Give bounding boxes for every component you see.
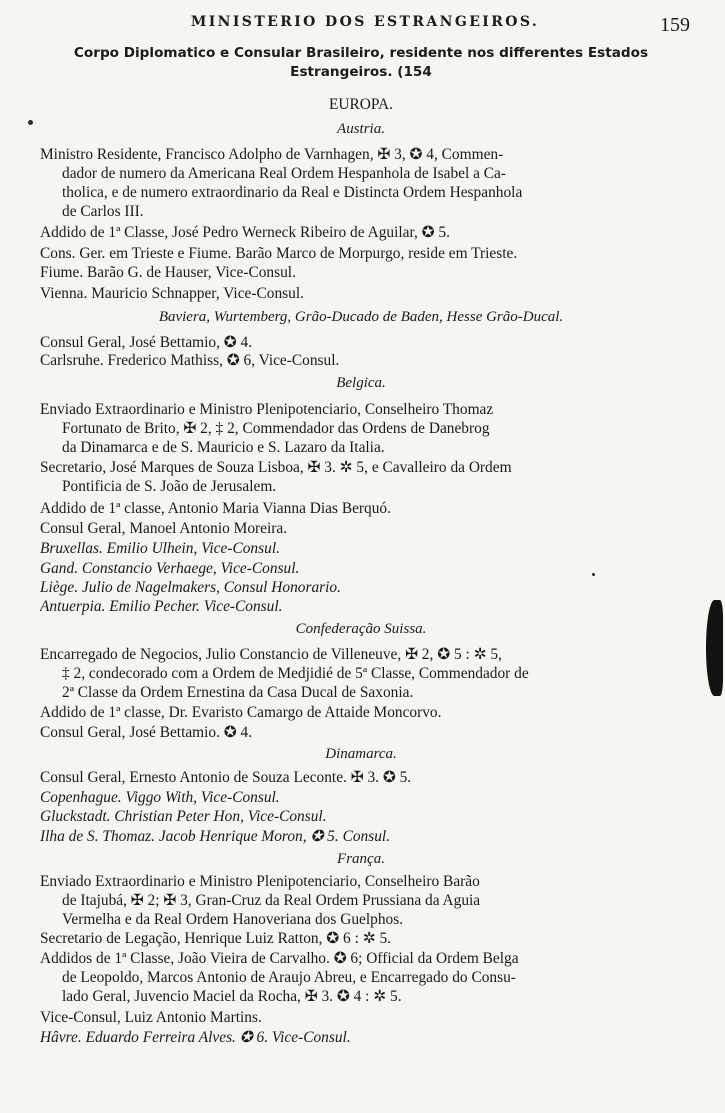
entry-line: Secretario de Legação, Henrique Luiz Ratton, ✪ 6 : ✲ 5. (40, 930, 392, 947)
entry-line: Encarregado de Negocios, Julio Constancio de Villeneuve, ✠ 2, ✪ 5 : ✲ 5, (40, 646, 502, 663)
entry-line: Addidos de 1ª Classe, João Vieira de Carvalho. ✪ 6; Official da Ordem Belga (40, 950, 519, 967)
running-header: MINISTERIO DOS ESTRANGEIROS. (190, 14, 540, 30)
entry-line: Gluckstadt. Christian Peter Hon, Vice-Consul. (40, 808, 327, 825)
subtitle-line-1: Corpo Diplomatico e Consular Brasileiro, residente nos differentes Estados (73, 45, 649, 61)
entry-line: Vermelha e da Real Ordem Hanoveriana dos Guelphos. (62, 911, 404, 928)
entry-line: Addido de 1ª classe, Antonio Maria Vianna Dias Berquó. (40, 500, 391, 517)
entry-line: Vice-Consul, Luiz Antonio Martins. (40, 1009, 262, 1026)
entry-line: tholica, e de numero extraordinario da Real e Distincta Ordem Hespanhola (62, 184, 523, 201)
entry-line: Consul Geral, José Bettamio, ✪ 4. (40, 334, 253, 351)
ink-speck (592, 573, 595, 576)
entry-line: Gand. Constancio Verhaege, Vice-Consul. (40, 560, 300, 577)
country-heading-suissa: Confederação Suissa. (295, 621, 427, 637)
section-heading: EUROPA. (328, 96, 393, 113)
entry-line: Carlsruhe. Frederico Mathiss, ✪ 6, Vice-Consul. (40, 352, 340, 369)
entry-line: Secretario, José Marques de Souza Lisboa, ✠ 3. ✲ 5, e Cavalleiro da Ordem (40, 459, 512, 476)
entry-line: lado Geral, Juvencio Maciel da Rocha, ✠ 3. ✪ 4 : ✲ 5. (62, 988, 402, 1005)
entry-line: de Itajubá, ✠ 2; ✠ 3, Gran-Cruz da Real Ordem Prussiana da Aguia (62, 892, 481, 909)
entry-line: da Dinamarca e de S. Mauricio e S. Lazaro da Italia. (62, 439, 385, 456)
ink-speck (28, 120, 33, 125)
entry-line: ‡ 2, condecorado com a Ordem de Medjidié de 5ª Classe, Commendador de (62, 665, 529, 682)
entry-line: Ministro Residente, Francisco Adolpho de Varnhagen, ✠ 3, ✪ 4, Commen- (40, 146, 504, 163)
entry-line: Fortunato de Brito, ✠ 2, ‡ 2, Commendador das Ordens de Danebrog (62, 420, 490, 437)
entry-line: Addido de 1ª classe, Dr. Evaristo Camargo de Attaide Moncorvo. (40, 704, 442, 721)
page-number: 159 (660, 14, 690, 36)
entry-line: dador de numero da Americana Real Ordem Hespanhola de Isabel a Ca- (62, 165, 507, 182)
entry-line: Liège. Julio de Nagelmakers, Consul Honorario. (40, 579, 341, 596)
country-heading-belgica: Belgica. (336, 375, 386, 391)
entry-line: Enviado Extraordinario e Ministro Plenipotenciario, Conselheiro Thomaz (40, 401, 494, 418)
entry-line: Bruxellas. Emilio Ulhein, Vice-Consul. (40, 540, 280, 557)
entry-line: de Carlos III. (62, 203, 144, 220)
country-heading-baviera: Baviera, Wurtemberg, Grão-Ducado de Baden, Hesse Grão-Ducal. (158, 309, 564, 325)
entry-line: Pontificia de S. João de Jerusalem. (62, 478, 277, 495)
entry-line: Hâvre. Eduardo Ferreira Alves. ✪ 6. Vice-Consul. (40, 1029, 351, 1046)
country-heading-austria: Austria. (337, 121, 385, 137)
country-heading-franca: França. (337, 851, 385, 867)
entry-line: Fiume. Barão G. de Hauser, Vice-Consul. (40, 264, 296, 281)
entry-line: 2ª Classe da Ordem Ernestina da Casa Ducal de Saxonia. (62, 684, 414, 701)
entry-line: Enviado Extraordinario e Ministro Plenipotenciario, Conselheiro Barão (40, 873, 480, 890)
entry-line: Copenhague. Viggo With, Vice-Consul. (40, 789, 280, 806)
country-heading-dinamarca: Dinamarca. (325, 746, 397, 762)
entry-line: Consul Geral, Ernesto Antonio de Souza Leconte. ✠ 3. ✪ 5. (40, 769, 412, 786)
entry-line: Cons. Ger. em Trieste e Fiume. Barão Marco de Morpurgo, reside em Trieste. (40, 245, 518, 262)
subtitle-line-2: Estrangeiros. (154 (290, 64, 432, 80)
entry-line: Ilha de S. Thomaz. Jacob Henrique Moron, ✪ 5. Consul. (40, 828, 391, 845)
ink-blot (706, 600, 723, 696)
entry-line: Consul Geral, Manoel Antonio Moreira. (40, 520, 288, 537)
entry-line: Consul Geral, José Bettamio. ✪ 4. (40, 724, 253, 741)
entry-line: Addido de 1ª Classe, José Pedro Werneck Ribeiro de Aguilar, ✪ 5. (40, 224, 450, 241)
entry-line: Antuerpia. Emilio Pecher. Vice-Consul. (40, 598, 283, 615)
entry-line: Vienna. Mauricio Schnapper, Vice-Consul. (40, 285, 304, 302)
entry-line: de Leopoldo, Marcos Antonio de Araujo Abreu, e Encarregado do Consu- (62, 969, 516, 986)
